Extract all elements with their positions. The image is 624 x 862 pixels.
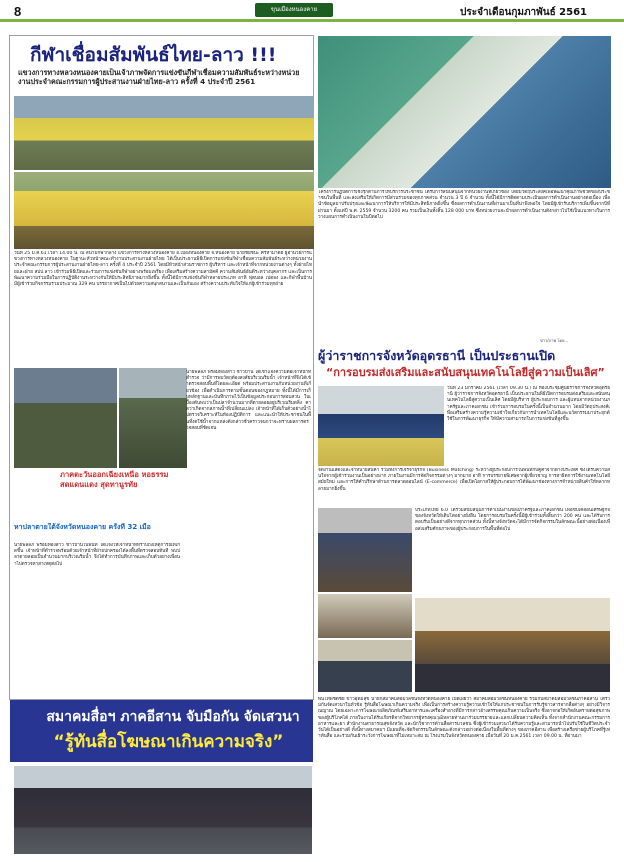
opening-ceremony-photo	[14, 172, 314, 249]
page-number: 8	[14, 4, 22, 19]
panel-speakers-photo	[318, 640, 412, 692]
governor-headline: ผู้ว่าราชการจังหวัดอุดรธานี เป็นประธานเปิด	[318, 348, 556, 363]
police-story-body-left: นายพลลภ พร้อมทองสาว ชาวบ้านในพื้นที่ ได้แจ้งให้เจ้าหน้าที่ทราบถึงเหตุการณ์ที่เกิดขึ้น เจ้าหน้าที่ตำรวจพร้อมด้วยเจ้าหน้าที่ฝ่ายปกครองได้ลงพื้นที่ตรวจสอบทันที พบปลาตายลอยเป็นจำนวนมากบริเวณริมน้ำ จึงได้ทำการบันทึกภาพและเก็บตัวอย่างเพื่อนำไปตรวจหาสาเหตุต่อไป	[14, 543, 180, 567]
seminar-audience-photo	[318, 508, 412, 592]
governor-subhead: “การอบรมส่งเสริมและสนับสนุนเทคโนโลยีสู่ความเป็นเลิศ”	[326, 366, 605, 379]
governor-story-body-top: วันที่ 23 มกราคม 2561 (เวลา 09.30 น.) ณ ห้องประชุมศูนย์ราชการจังหวัดอุดรธานี ผู้ว่าราชการจังหวัดอุดรธานี เป็นประธานในพิธีเปิดการอบรมส่งเสริมและสนับสนุนเทคโนโลยีสู่ความเป็นเลิศ โดยมีผู้บริหาร ผู้ประกอบการ และผู้แทนจากหน่วยงานภาครัฐและภาคเอกชน เข้าร่วมการอบรมในครั้งนี้เป็นจำนวนมาก โดยมีวัตถุประสงค์เพื่อเสริมสร้างความรู้ความเข้าใจเกี่ยวกับการนำเทคโนโลยีและนวัตกรรมมาประยุกต์ใช้ในการพัฒนาธุรกิจ ให้มีความสามารถในการแข่งขันที่สูงขึ้น	[447, 386, 610, 423]
media-forum-headline-main: “รู้ทันสื่อโฆษณาเกินความจริง”	[53, 732, 284, 752]
media-forum-headline-top: สมาคมสื่อฯ ภาคอีสาน จับมือกัน จัดเสวนา	[46, 709, 300, 725]
sports-subhead: แขวงการทางหลวงหนองคายเป็นเจ้าภาพจัดการแข่งขันกีฬาเชื่อมความสัมพันธ์ระหว่างหน่วยงานประจำคณะกรรมการผู้ประสานงานฝ่ายไทย-ลาว ครั้งที่ 4 ประจำปี 2561	[18, 68, 300, 86]
calendar-books-photo	[318, 36, 611, 188]
newspaper-logo: ขุนเมืองหนองคาย	[255, 3, 333, 17]
group-photo-officials	[14, 96, 314, 170]
police-caption-red: ภาคตะวันออกเฉียงเหนือ หอธรรมสดแดนแดง สุดทานูรทัย	[60, 470, 169, 489]
meeting-room-photo	[318, 386, 444, 466]
right-top-story-body: โครงการปฏิบัติการเชิงรุกด้านการให้บริการประชาชน ได้รับการสนับสนุนจากหน่วยงานที่เกี่ยวข้อง โดยมีวัตถุประสงค์เพื่อพัฒนาคุณภาพชีวิตของประชาชนในพื้นที่ และส่งเสริมให้เกิดการมีส่วนร่วมของทุกภาคส่วน จำนวน 3 ปี 6 จำนวน ทั้งนี้ได้มีการติดตามประเมินผลการดำเนินงานอย่างต่อเนื่อง เพื่อนำข้อมูลมาปรับปรุงและพัฒนาการให้บริการให้มีประสิทธิภาพยิ่งขึ้น ซึ่งผลการดำเนินงานที่ผ่านมาเป็นที่น่าพึงพอใจ โดยมีผู้เข้ารับบริการเพิ่มขึ้นจากปีที่ผ่านมา ตั้งแต่ปี พ.ศ. 2559 จำนวน 3200 คน รวมเป็นเงินทั้งสิ้น 128 000 บาท ซึ่งหน่วยงานจะนำผลการดำเนินงานดังกล่าวไปใช้เป็นแนวทางในการวางแผนการดำเนินงานในปีต่อไป	[318, 190, 610, 220]
governor-story-body-mid: จัดงานแสดงและจำหน่ายสินค้า รวมทั้งการเจรจาธุรกิจ (Business Matching) ระหว่างผู้ประกอบการในพื้นที่กับคู่ค้าจากต่างประเทศ ซึ่งได้รับความสนใจจากผู้เข้าร่วมงานเป็นอย่างมาก ภายในงานมีการจัดกิจกรรมต่างๆ มากมาย อาทิ การบรรยายพิเศษจากผู้เชี่ยวชาญ การสาธิตการใช้งานเทคโนโลยีสมัยใหม่ และการให้คำปรึกษาด้านการตลาดออนไลน์ (E-commerce) เพื่อเปิดโอกาสให้ผู้ประกอบการได้พัฒนาช่องทางการจำหน่ายสินค้าให้หลากหลายมากยิ่งขึ้น	[318, 468, 610, 492]
award-ceremony-photo	[415, 598, 610, 692]
governor-story-body-bottom: ประเภทไทย 6.0 ได้ร่วมสนับสนุนการดำเนินงานของภาครัฐและภาคเอกชน เพื่อขับเคลื่อนเศรษฐกิจของจังหวัดให้เติบโตอย่างยั่งยืน โดยการอบรมในครั้งนี้มีผู้เข้าร่วมทั้งสิ้นกว่า 200 คน และได้รับการตอบรับเป็นอย่างดีจากทุกภาคส่วน ทั้งนี้ทางจังหวัดจะได้มีการจัดกิจกรรมในลักษณะนี้อย่างต่อเนื่องเพื่อส่งเสริมศักยภาพของผู้ประกอบการในพื้นที่ต่อไป	[415, 508, 610, 532]
police-officer-photo	[14, 368, 117, 468]
seminar-table-photo	[318, 594, 412, 638]
right-top-credit: ข่าว/ภาพ โดย...	[540, 338, 569, 343]
media-forum-body: พันโทพิชิตชัย ขาวอุดมสุข นายกสมาคมสื่อมวลชนจังหวัดหนองคาย เปิดเผยว่า สมาคมสื่อมวลชนหนองคาย ร่วมกับสมาคมสื่อมวลชนภาคอีสาน ได้ร่วมกันจัดเสวนาในหัวข้อ รู้ทันสื่อโฆษณาเกินความจริง เพื่อเป็นการสร้างความรู้ความเข้าใจให้แก่ประชาชนในการรับรู้ข่าวสารจากสื่อต่างๆ อย่างมีวิจารณญาณ โดยเฉพาะการโฆษณาผลิตภัณฑ์เสริมอาหารและเครื่องสำอางที่มีการกล่าวอ้างสรรพคุณเกินความเป็นจริง ซึ่งอาจก่อให้เกิดอันตรายต่อสุขภาพของผู้บริโภคได้ ภายในงานได้รับเกียรติจากวิทยากรผู้ทรงคุณวุฒิหลายท่านมาร่วมบรรยายและแลกเปลี่ยนความคิดเห็น ทั้งจากสำนักงานคณะกรรมการอาหารและยา สำนักงานสาธารณสุขจังหวัด และนักวิชาการด้านสื่อสารมวลชน ซึ่งผู้เข้าร่วมเสวนาได้รับความรู้และสามารถนำไปปรับใช้ในชีวิตประจำวันได้เป็นอย่างดี ทั้งนี้ทางสมาคมฯ มีแผนที่จะจัดกิจกรรมในลักษณะดังกล่าวอย่างต่อเนื่องในพื้นที่ต่างๆ ของภาคอีสาน เพื่อสร้างเครือข่ายผู้บริโภคที่รู้เท่าทันสื่อ และร่วมกันเฝ้าระวังการโฆษณาที่ไม่เหมาะสม ณ โรงแรมในจังหวัดหนองคาย เมื่อวันที่ 20 ม.ค.2561 เวลา 09.00 น. ที่ผ่านมา	[318, 697, 610, 740]
police-caption-blue: หาปลาตายใต้จังหวัดหนองคาย ครั้งที่ 32 เมื่อ	[14, 523, 151, 531]
sports-headline: กีฬาเชื่อมสัมพันธ์ไทย-ลาว !!!	[30, 44, 277, 66]
police-officers-photo	[119, 368, 187, 468]
media-group-photo	[14, 766, 312, 854]
issue-date: ประจำเดือนกุมภาพันธ์ 2561	[460, 7, 588, 18]
sports-story-body: วันที่ 25 ม.ค.61 เวลา 14.00 น. ณ สนามกีฬากลาง แขวงการทางหลวงหนองคาย อ.เมืองหนองคาย จ.หนองคาย นายชัยชนะ ศรีหามาตย์ ผู้อำนวยการแขวงการทางหลวงหนองคาย ในฐานะหัวหน้าคณะทำงานประสานงานฝ่ายไทย ได้เป็นประธานพิธีเปิดการแข่งขันกีฬาเชื่อมความสัมพันธ์ระหว่างหน่วยงานประจำคณะกรรมการผู้ประสานงานฝ่ายไทย-ลาว ครั้งที่ 4 ประจำปี 2561 โดยมีหัวหน้าส่วนราชการ ผู้บริหาร และเจ้าหน้าที่จากหน่วยงานต่างๆ ทั้งฝ่ายไทยและฝ่าย สปป.ลาว เข้าร่วมพิธีเปิดและร่วมการแข่งขันกีฬาอย่างพร้อมเพรียง เพื่อเสริมสร้างความสามัคคี ความสัมพันธ์อันดีระหว่างบุคลากร และเป็นการพัฒนาความร่วมมือในการปฏิบัติงานระหว่างกันให้มีประสิทธิภาพมากยิ่งขึ้น ทั้งนี้ได้มีการแข่งขันกีฬาหลายประเภท อาทิ ฟุตบอล เปตอง และกีฬาพื้นบ้าน มีผู้เข้าร่วมกิจกรรมรวมประมาณ 329 คน บรรยากาศเป็นไปด้วยความสนุกสนานและเป็นกันเอง สร้างความประทับใจให้แก่ผู้เข้าร่วมทุกฝ่าย	[14, 251, 312, 288]
police-story-body-right: นายพลลภ พร้อมทองสาว ชาวบ้าน ได้เข้าแจ้งความต่อเจ้าหน้าที่ตำรวจ ว่ามีการพบวัตถุต้องสงสัยบริเวณริมน้ำ เจ้าหน้าที่จึงได้เข้าตรวจสอบพื้นที่โดยละเอียด พร้อมประสานงานกับหน่วยงานที่เกี่ยวข้อง เพื่อดำเนินการตามขั้นตอนของกฎหมาย ทั้งนี้ได้มีการเก็บหลักฐานและบันทึกภาพไว้เป็นข้อมูลประกอบการสอบสวน ในเบื้องต้นพบว่าเป็นปลาจำนวนมากที่ตายลอยอยู่บริเวณริมตลิ่ง คาดว่าเกิดจากสภาพน้ำที่เปลี่ยนแปลง เจ้าหน้าที่ได้เก็บตัวอย่างน้ำไปตรวจวิเคราะห์ในห้องปฏิบัติการ และแนะนำให้ประชาชนในพื้นที่งดใช้น้ำจากแหล่งดังกล่าวชั่วคราวจนกว่าจะทราบผลการตรวจสอบที่ชัดเจน	[186, 370, 311, 431]
